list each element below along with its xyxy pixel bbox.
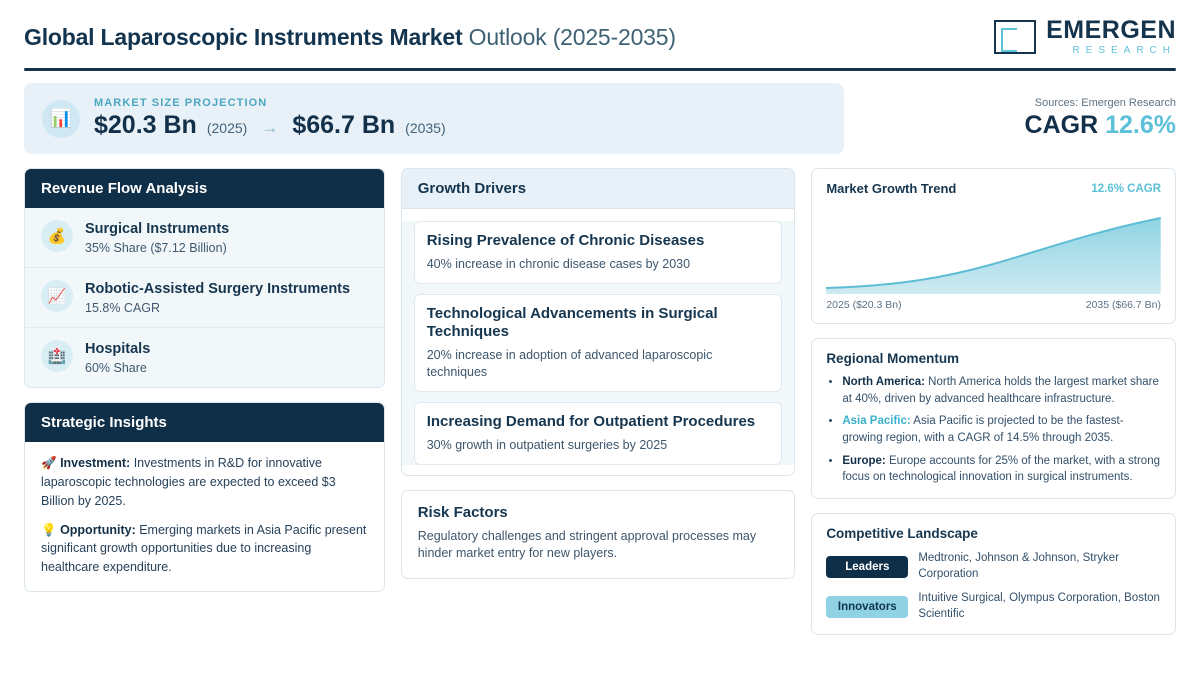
list-item: [25, 268, 384, 328]
region-name: Europe:: [842, 454, 886, 467]
trend-axis-end: 2035 ($66.7 Bn): [1085, 299, 1162, 311]
competitive-companies: Medtronic, Johnson & Johnson, Stryker Corporation: [918, 552, 1120, 580]
market-size-band: [24, 83, 1176, 154]
region-text: Asia Pacific is projected to be the fastest-growing region, with a CAGR of 14.5% through 2035.: [842, 415, 1124, 445]
page-title-bold: Global Laparoscopic Instruments Market: [24, 23, 463, 50]
revenue-flow-title: Revenue Flow Analysis: [25, 169, 384, 208]
trend-axis-labels: [826, 299, 1161, 311]
status-badge-leaders: Leaders: [826, 556, 908, 578]
money-bag-icon: 💰: [41, 220, 73, 252]
market-size-panel: [24, 83, 844, 154]
trend-chart-svg: [826, 208, 1161, 294]
revenue-flow-body: [25, 208, 384, 387]
right-column: [811, 168, 1176, 649]
risk-factors-text: Regulatory challenges and stringent approval processes may hinder market entry for new players.: [417, 528, 757, 560]
list-item: [842, 413, 1161, 446]
page-header: [24, 0, 1176, 68]
insight-item: [41, 454, 368, 510]
list-item-detail: 60% Share: [85, 361, 147, 376]
list-item-title: Surgical Instruments: [85, 221, 230, 237]
strategic-insights-title: Strategic Insights: [25, 403, 384, 442]
list-item: [842, 453, 1161, 486]
competitive-companies: Intuitive Surgical, Olympus Corporation, Boston Scientific: [918, 592, 1160, 620]
market-size-values: [94, 111, 446, 140]
chart-icon: 📊: [42, 100, 80, 138]
region-name: Asia Pacific:: [842, 415, 911, 428]
trend-up-icon: 📈: [41, 280, 73, 312]
cagr-value: [864, 111, 1176, 140]
logo-main-text: EMERGEN: [1046, 16, 1176, 44]
market-value-2035: $66.7 Bn: [292, 111, 396, 139]
regional-momentum-card: [811, 338, 1176, 499]
content-columns: [24, 168, 1176, 649]
arrow-right-icon: →: [261, 118, 279, 137]
regional-title: Regional Momentum: [826, 351, 960, 366]
driver-detail: 40% increase in chronic disease cases by 2030: [426, 256, 691, 271]
competitive-landscape-card: [811, 513, 1176, 635]
cagr-block: [864, 97, 1176, 140]
trend-axis-start: 2025 ($20.3 Bn): [826, 299, 902, 311]
region-text: North America holds the largest market share at 40%, driven by advanced healthcare infrastructure.: [842, 376, 1159, 405]
cagr-number: 12.6%: [1105, 111, 1176, 139]
competitive-title: Competitive Landscape: [826, 526, 978, 542]
logo-sub-text: RESEARCH: [1072, 45, 1176, 56]
list-item-detail: 35% Share ($7.12 Billion): [85, 241, 227, 256]
brand-logo: [994, 18, 1176, 56]
list-item: [25, 328, 384, 387]
insight-item: [41, 521, 368, 577]
cagr-label: CAGR: [1024, 111, 1106, 139]
risk-factors-title: Risk Factors: [417, 503, 508, 521]
left-column: [24, 168, 385, 592]
competitive-row: [826, 551, 1161, 582]
insight-label: Opportunity:: [60, 522, 136, 537]
list-item: [25, 208, 384, 268]
driver-detail: 20% increase in adoption of advanced laparoscopic techniques: [426, 348, 713, 379]
page-title: [24, 24, 676, 51]
insight-text: Emerging markets in Asia Pacific present significant growth opportunities due to increasing healthcare expenditure.: [41, 522, 367, 575]
growth-drivers-title: Growth Drivers: [402, 169, 795, 209]
insight-label: Investment:: [60, 456, 131, 471]
driver-title: Technological Advancements in Surgical Techniques: [426, 304, 718, 341]
driver-title: Increasing Demand for Outpatient Procedures: [426, 412, 756, 430]
list-item-title: Robotic-Assisted Surgery Instruments: [85, 281, 351, 298]
growth-drivers-body: [402, 221, 795, 465]
rocket-icon: 🚀: [41, 456, 57, 471]
revenue-flow-panel: [24, 168, 385, 388]
list-item-title: Hospitals: [85, 341, 151, 358]
growth-drivers-panel: [401, 168, 796, 476]
strategic-insights-body: [25, 442, 384, 591]
market-growth-trend-card: [811, 168, 1176, 324]
logo-wordmark: [1046, 18, 1176, 56]
sources-text: Sources: Emergen Research: [1034, 97, 1176, 109]
trend-title: Market Growth Trend: [826, 181, 957, 196]
logo-mark-icon: [994, 20, 1036, 54]
driver-card: [414, 294, 783, 392]
market-value-2025: $20.3 Bn: [94, 111, 197, 139]
lightbulb-icon: 💡: [41, 522, 57, 537]
regional-list: [826, 374, 1161, 486]
market-size-label: MARKET SIZE PROJECTION: [94, 97, 268, 109]
hospital-icon: 🏥: [41, 340, 73, 372]
list-item: [842, 374, 1161, 407]
market-year-2025: (2025): [206, 120, 248, 136]
driver-title: Rising Prevalence of Chronic Diseases: [426, 232, 705, 249]
trend-area-chart: [826, 208, 1161, 294]
region-name: North America:: [842, 376, 925, 388]
trend-card-header: [826, 181, 1161, 196]
risk-factors-panel: [401, 490, 796, 579]
insight-text: Investments in R&D for innovative laparoscopic technologies are expected to exceed $3 Billion by 2025.: [41, 456, 336, 508]
competitive-row: [826, 591, 1161, 622]
driver-detail: 30% growth in outpatient surgeries by 2025: [426, 437, 668, 452]
middle-column: [401, 168, 796, 579]
header-divider: [24, 68, 1176, 71]
driver-card: [414, 221, 783, 284]
region-text: Europe accounts for 25% of the market, with a strong focus on technological innovation in surgical instruments.: [842, 454, 1160, 484]
driver-card: [414, 402, 783, 465]
list-item-detail: 15.8% CAGR: [85, 301, 161, 316]
trend-cagr-badge: 12.6% CAGR: [1091, 182, 1162, 195]
page-title-light: Outlook (2025-2035): [462, 23, 676, 50]
status-badge-innovators: Innovators: [826, 596, 908, 618]
strategic-insights-panel: [24, 402, 385, 592]
market-year-2035: (2035): [405, 120, 446, 136]
